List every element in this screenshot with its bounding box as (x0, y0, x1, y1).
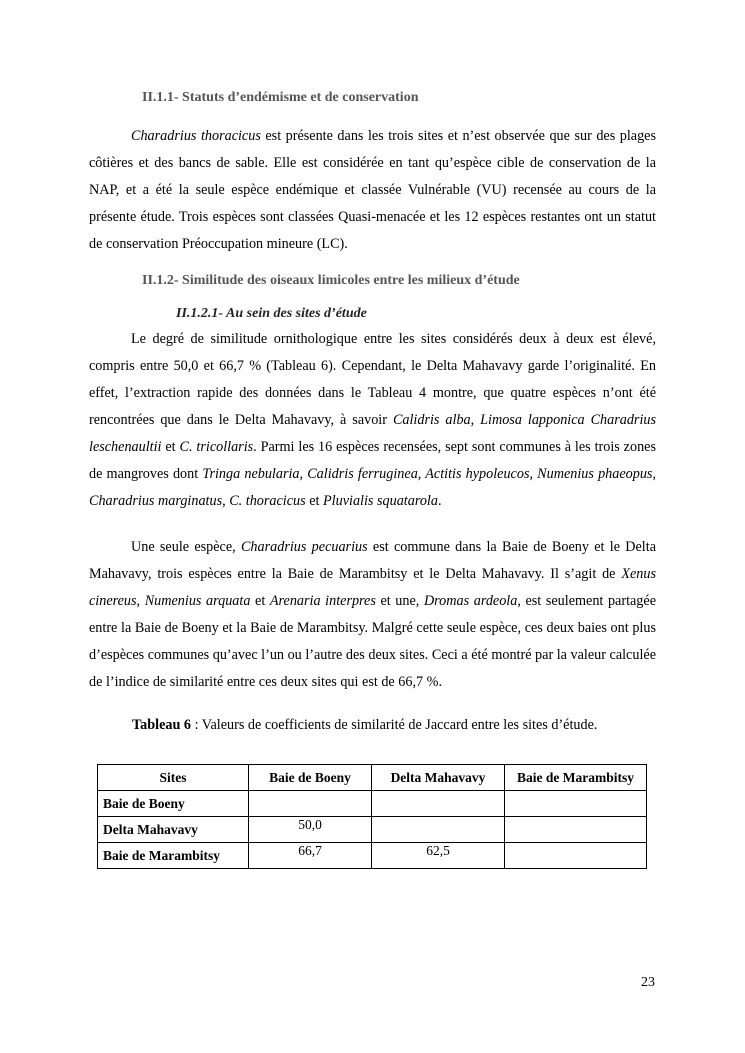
table-caption (132, 717, 597, 734)
species-name: Arenaria interpres (269, 593, 376, 609)
species-name: Limosa lapponica Charadrius leschenaultii (89, 412, 657, 455)
column-header: Baie de Marambitsy (505, 765, 647, 791)
table-cell (505, 843, 647, 869)
section-heading-statuts: II.1.1- Statuts d’endémisme et de conservation (142, 90, 419, 105)
species-name: Dromas ardeola (423, 593, 518, 609)
page-number: 23 (641, 975, 655, 990)
table-cell (249, 791, 372, 817)
table-cell (372, 791, 505, 817)
column-header: Sites (98, 765, 249, 791)
species-name: Numenius arquata (144, 593, 251, 609)
table-cell (505, 791, 647, 817)
row-header: Baie de Boeny (98, 791, 249, 817)
species-name: C. tricollaris (179, 439, 254, 455)
subsection-heading-sites: II.1.2.1- Au sein des sites d’étude (176, 306, 367, 321)
table-caption-text: : Valeurs de coefficients de similarité de Jaccard entre les sites d’étude. (191, 717, 598, 733)
column-header: Delta Mahavavy (372, 765, 505, 791)
species-name: Pluvialis squatarola (323, 493, 438, 509)
table-cell: 66,7 (249, 843, 372, 869)
jaccard-table (97, 764, 647, 869)
species-name: Xenus cinereus (89, 566, 656, 609)
table-cell (505, 817, 647, 843)
species-name: Calidris alba (392, 412, 471, 428)
section-heading-similitude: II.1.2- Similitude des oiseaux limicoles entre les milieux d’étude (142, 273, 520, 288)
table-caption-label: Tableau 6 (132, 717, 192, 733)
table-header-row (98, 765, 647, 791)
column-header: Baie de Boeny (249, 765, 372, 791)
paragraph-similitude: Le degré de similitude ornithologique entre les sites considérés deux à deux est élevé, compris entre 50,0 et 66,7 % (Tableau 6). Cependant, le Delta Mahavavy garde l’originalité. En effet, l’extraction rapide des données dans le Tableau 4 montre, que quatre espèces n’ont été rencontrées que dans le Delta Mahavavy, à savoir Calidris alba, Limosa lapponica Charadrius leschenaultii et C. tricollaris. Parmi les 16 espèces recensées, sept sont communes à les trois zones de mangroves dont Tringa nebularia, Calidris ferruginea, Actitis hypoleucos, Numenius phaeopus, Charadrius marginatus, C. thoracicus et Pluvialis squatarola. (89, 331, 657, 509)
row-header: Baie de Marambitsy (98, 843, 249, 869)
paragraph-conservation: Charadrius thoracicus est présente dans les trois sites et n’est observée que sur des plages côtières et des bancs de sable. Elle est considérée en tant qu’espèce cible de conservation de la NAP, et a été la seule espèce endémique et classée Vulnérable (VU) recensée au cours de la présente étude. Trois espèces sont classées Quasi-menacée et les 12 espèces restantes ont un statut de conservation Préoccupation mineure (LC). (89, 128, 656, 252)
table-row (98, 791, 647, 817)
table-row (98, 843, 647, 869)
row-header: Delta Mahavavy (98, 817, 249, 843)
table-cell: 50,0 (249, 817, 372, 843)
species-name: Charadrius thoracicus (131, 128, 261, 144)
table-row (98, 817, 647, 843)
species-name: Charadrius pecuarius (240, 539, 368, 555)
species-list: Tringa nebularia, Calidris ferruginea, Actitis hypoleucos, Numenius phaeopus, Charadrius marginatus, C. thoracicus (89, 466, 656, 509)
table-cell: 62,5 (372, 843, 505, 869)
table-cell (372, 817, 505, 843)
paragraph-especes-communes: Une seule espèce, Charadrius pecuarius est commune dans la Baie de Boeny et le Delta Mahavavy, trois espèces entre la Baie de Marambitsy et le Delta Mahavavy. Il s’agit de Xenus cinereus, Numenius arquata et Arenaria interpres et une, Dromas ardeola, est seulement partagée entre la Baie de Boeny et la Baie de Marambitsy. Malgré cette seule espèce, ces deux baies ont plus d’espèces communes qu’avec l’un ou l’autre des deux sites. Ceci a été montré par la valeur calculée de l’indice de similarité entre ces deux sites qui est de 66,7 %. (89, 539, 656, 690)
